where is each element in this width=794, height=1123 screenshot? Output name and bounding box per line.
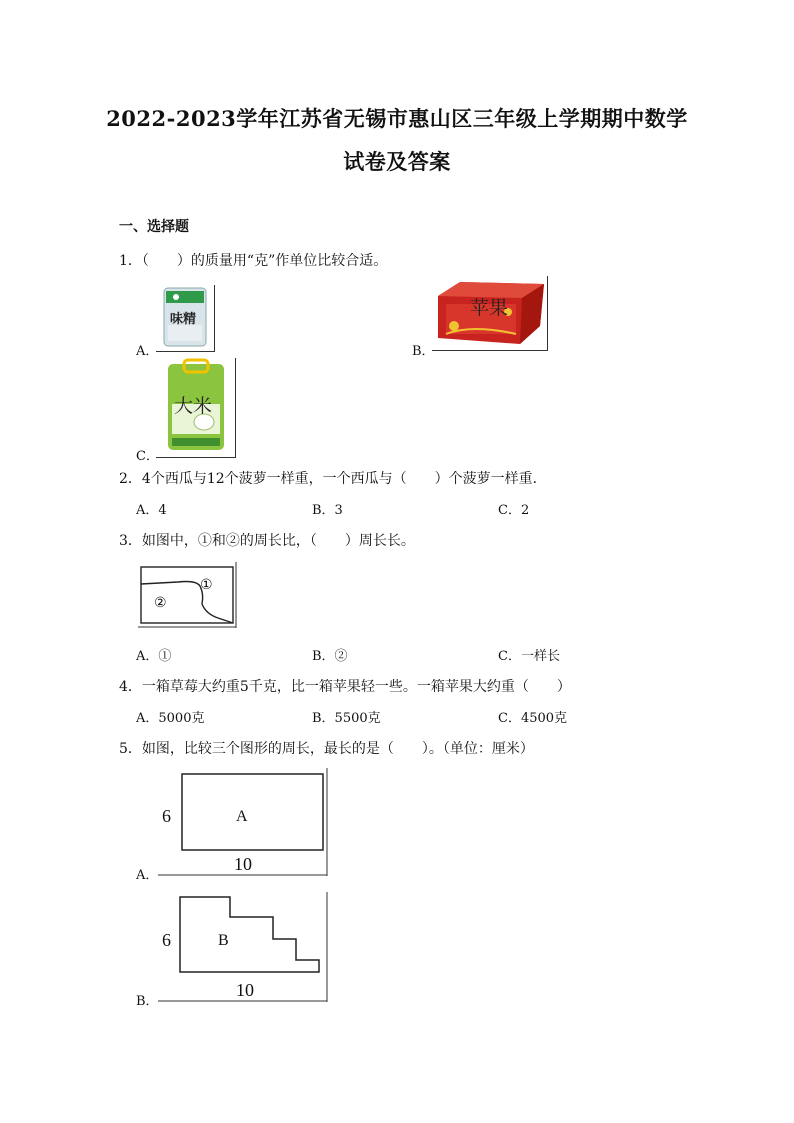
q3-option-a: A．① <box>136 649 172 664</box>
q3-option-c: C．一样长 <box>498 649 560 664</box>
q1-option-c-image-text: 大米 <box>174 395 213 417</box>
q4-option-a: A．5000克 <box>136 711 205 726</box>
q5-figure-a <box>158 768 330 876</box>
q3-region-2-label: ② <box>154 595 167 611</box>
question-1: 1．（ ）的质量用“克”作单位比较合适。 <box>119 253 388 269</box>
q1-option-c-label: C． <box>136 449 159 464</box>
q1-option-b-label: B． <box>412 344 435 359</box>
q5-option-a-label: A． <box>136 868 159 883</box>
q5-figure-b <box>158 892 330 1002</box>
question-5: 5．如图，比较三个图形的周长，最长的是（ ）。（单位：厘米） <box>119 741 534 757</box>
q5-figure-a-height: 6 <box>162 806 171 826</box>
page-subtitle: 试卷及答案 <box>343 149 451 174</box>
question-2: 2．4个西瓜与12个菠萝一样重，一个西瓜与（ ）个菠萝一样重． <box>119 471 547 487</box>
q2-option-a: A．4 <box>136 503 167 518</box>
section-heading: 一、选择题 <box>119 219 189 235</box>
q1-option-a-image <box>156 285 215 352</box>
q2-option-c: C．2 <box>498 503 530 518</box>
q1-option-b-image <box>432 276 548 351</box>
q4-option-c: C．4500克 <box>498 711 568 726</box>
page-title: 2022-2023学年江苏省无锡市惠山区三年级上学期期中数学 <box>106 106 688 131</box>
q1-option-a-label: A． <box>136 344 159 359</box>
q5-figure-a-name: A <box>236 808 248 825</box>
q3-figure <box>138 562 238 628</box>
q3-option-b: B．② <box>312 649 348 664</box>
q4-option-b: B．5500克 <box>312 711 381 726</box>
q1-option-a-image-text: 味精 <box>170 312 197 327</box>
question-3: 3．如图中，①和②的周长比，（ ）周长长。 <box>119 533 415 549</box>
q5-figure-b-height: 6 <box>162 930 171 950</box>
q5-option-b-label: B． <box>136 994 159 1009</box>
q3-region-1-label: ① <box>200 577 213 593</box>
q1-option-b-image-text: 苹果 <box>470 297 509 319</box>
question-4: 4．一箱草莓大约重5千克，比一箱苹果轻一些。一箱苹果大约重（ ） <box>119 679 571 695</box>
q2-option-b: B．3 <box>312 503 343 518</box>
q1-option-c-image <box>156 358 236 458</box>
q5-figure-b-name: B <box>218 932 229 949</box>
q5-figure-a-width: 10 <box>234 854 252 874</box>
q5-figure-b-width: 10 <box>236 980 254 1000</box>
